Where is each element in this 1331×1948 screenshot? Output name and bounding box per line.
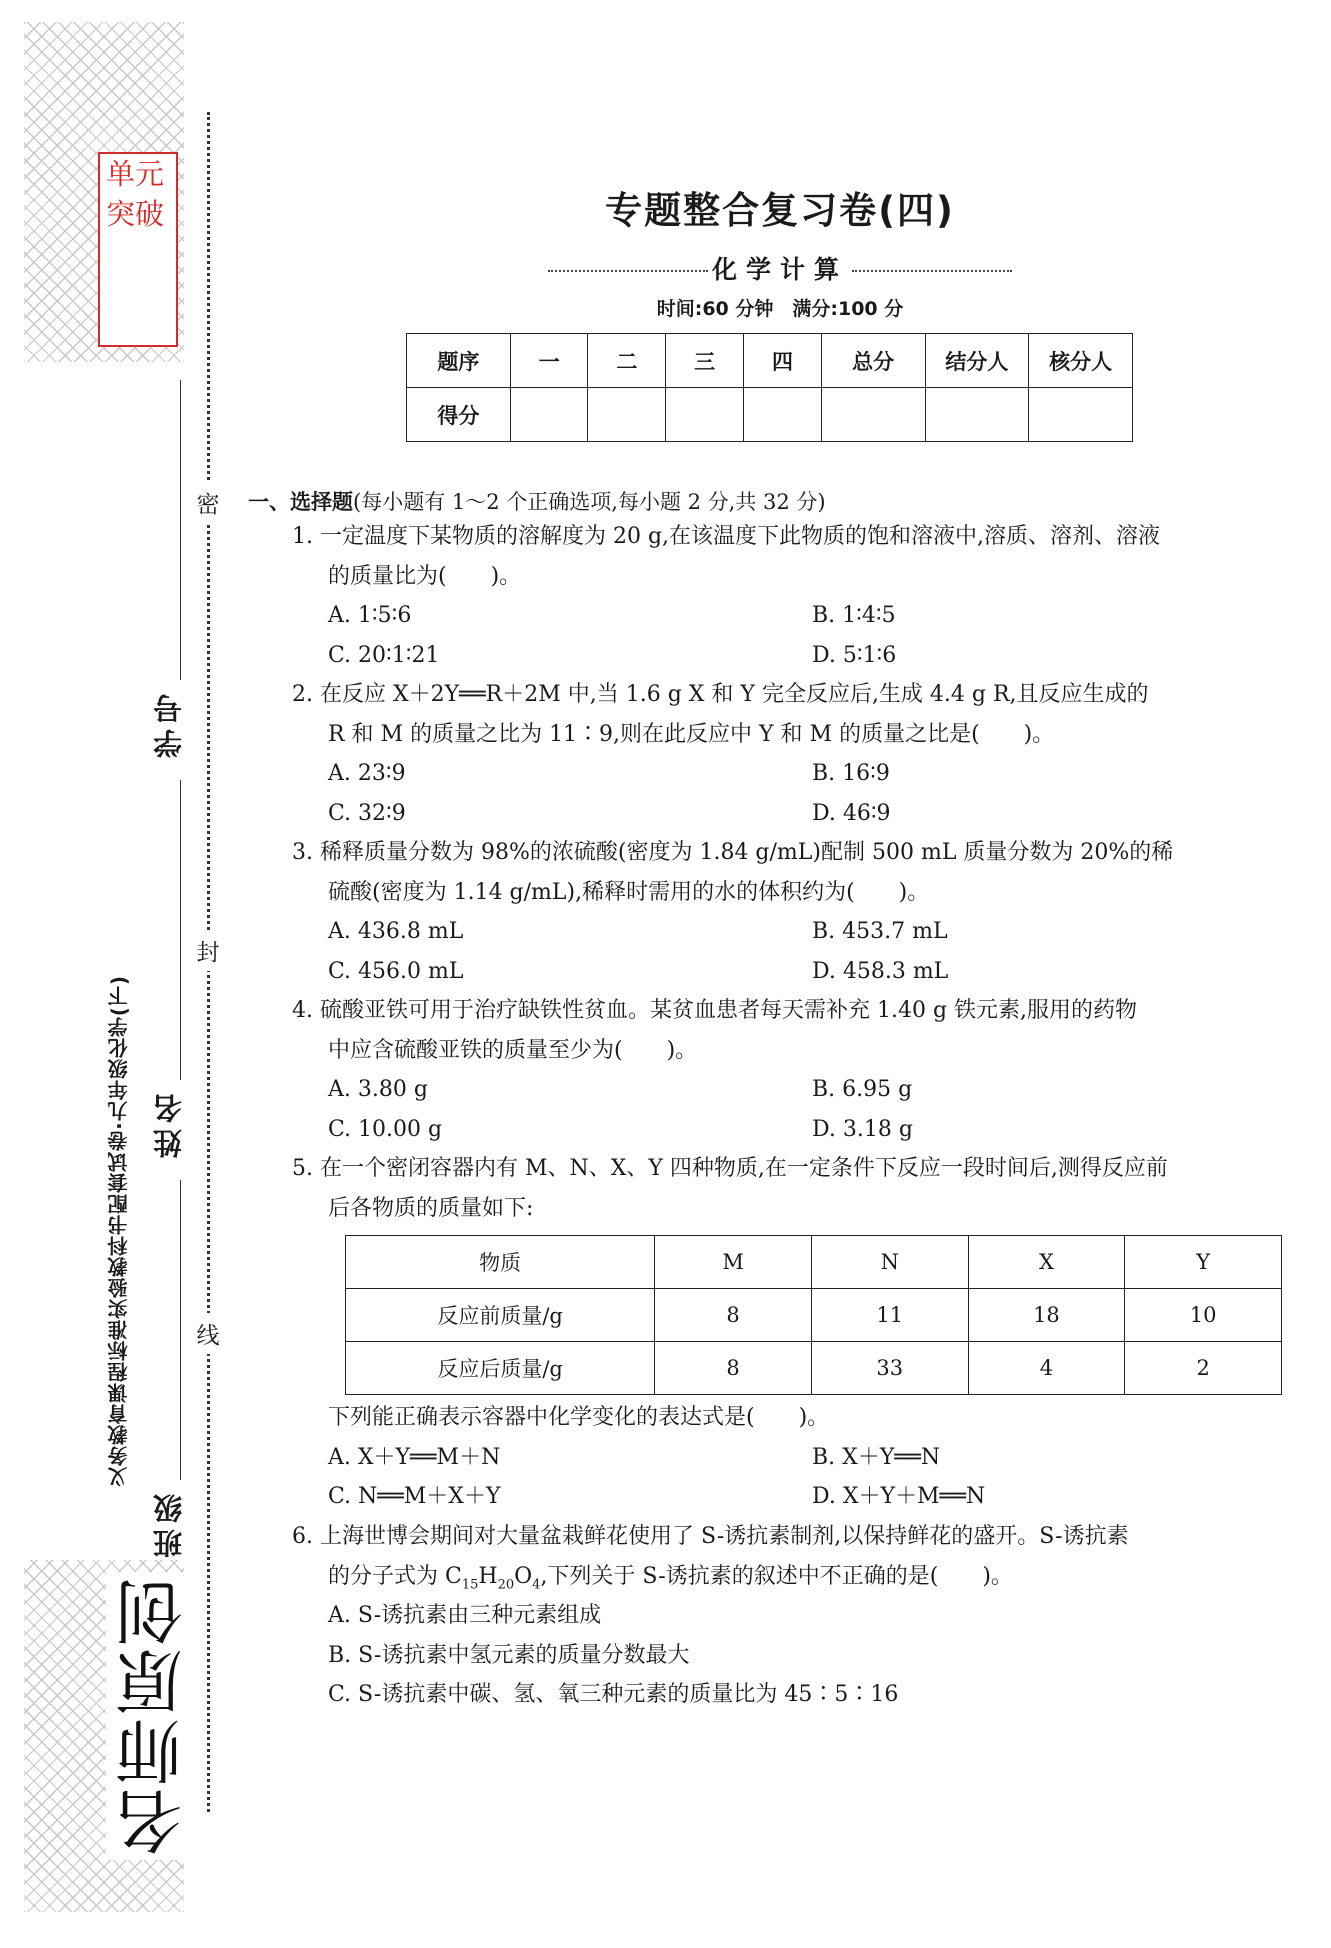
q6-option-a[interactable]: A. S-诱抗素由三种元素组成 [328,1603,602,1628]
q4-option-b[interactable]: B. 6.95 g [812,1077,913,1102]
q6-stem-line1: 6. 上海世博会期间对大量盆栽鲜花使用了 S-诱抗素制剂,以保持鲜花的盛开。S-诱抗素 [292,1524,1129,1549]
score-header-cell: 题序 [407,334,511,388]
score-input-cell[interactable] [821,388,925,442]
student-id-label: 学号 [152,688,186,758]
table-row [346,1289,1282,1342]
table-cell: 8 [655,1289,812,1342]
time-info: 时间:60 分钟 满分:100 分 [656,298,904,320]
q5-stem-line2: 后各物质的质量如下: [328,1196,534,1221]
subtitle-text: 化学计算 [711,255,848,284]
score-table-row [407,334,1133,388]
q3-option-b[interactable]: B. 453.7 mL [812,919,948,944]
table-cell: 2 [1125,1342,1282,1395]
q2-stem-line2: R 和 M 的质量之比为 11∶9,则在此反应中 Y 和 M 的质量之比是( )。 [328,722,1055,747]
score-input-cell[interactable] [510,388,588,442]
q6-option-b[interactable]: B. S-诱抗素中氢元素的质量分数最大 [328,1643,690,1668]
q6-formula-post: ,下列关于 S-诱抗素的叙述中不正确的是( )。 [540,1564,1013,1589]
score-header-cell: 结分人 [925,334,1029,388]
score-input-cell[interactable] [588,388,666,442]
score-header-cell: 一 [510,334,588,388]
student-id-line[interactable] [180,380,181,680]
table-header-cell: X [968,1236,1125,1289]
score-header-cell: 总分 [821,334,925,388]
subtitle [530,250,1030,286]
q2-stem-line1: 2. 在反应 X＋2Y══R＋2M 中,当 1.6 g X 和 Y 完全反应后,生成 4.4 g R,且反应生成的 [292,682,1149,707]
brand-text: 名师原创 [106,1572,203,1860]
section-note: (每小题有 1～2 个正确选项,每小题 2 分,共 32 分) [353,490,826,514]
score-header-cell: 二 [588,334,666,388]
score-input-cell[interactable] [666,388,744,442]
q2-option-b[interactable]: B. 16∶9 [812,761,890,786]
q5-option-b[interactable]: B. X＋Y══N [812,1445,941,1470]
series-title: 义务教育课程标准实验教科书配套试卷·九年级化学(下) [107,975,131,1487]
score-label-cell: 得分 [407,388,511,442]
table-cell: 11 [811,1289,968,1342]
score-input-cell[interactable] [744,388,822,442]
q5-stem-line1: 5. 在一个密闭容器内有 M、N、X、Y 四种物质,在一定条件下反应一段时间后,测得反应前 [292,1156,1168,1181]
q6-sub-o: 4 [532,1577,541,1593]
q6-option-c[interactable]: C. S-诱抗素中碳、氢、氧三种元素的质量比为 45∶5∶16 [328,1682,899,1707]
table-cell: 33 [811,1342,968,1395]
table-row [346,1236,1282,1289]
q2-option-a[interactable]: A. 23∶9 [328,761,406,786]
q4-option-c[interactable]: C. 10.00 g [328,1117,443,1142]
subtitle-dots-left [548,270,708,272]
q5-stem-line3: 下列能正确表示容器中化学变化的表达式是( )。 [328,1405,830,1430]
q5-option-d[interactable]: D. X＋Y＋M══N [812,1484,986,1509]
q1-stem-line2: 的质量比为( )。 [328,564,522,589]
unit-stamp: 单元突破 [98,152,178,347]
q6-sub-h: 20 [497,1577,515,1593]
score-header-cell: 三 [666,334,744,388]
score-table [406,333,1133,442]
seal-char-mi: 密 [194,482,222,523]
section-title: 一、选择题 [248,490,353,514]
score-input-cell[interactable] [1029,388,1133,442]
q1-option-d[interactable]: D. 5∶1∶6 [812,643,897,668]
subtitle-dots-right [852,270,1012,272]
class-label: 班级 [152,1488,186,1558]
score-header-cell: 四 [744,334,822,388]
q6-stem-line2 [328,1562,1013,1600]
table-header-cell: 物质 [346,1236,655,1289]
seal-char-feng: 封 [194,930,222,971]
q6-formula-pre: 的分子式为 C [328,1564,462,1589]
table-cell: 4 [968,1342,1125,1395]
score-table-row [407,388,1133,442]
table-cell: 反应前质量/g [346,1289,655,1342]
mass-table [345,1235,1282,1395]
q6-sub-c: 15 [461,1577,479,1593]
q6-formula-o: O [514,1564,533,1589]
table-header-cell: N [811,1236,968,1289]
q2-option-c[interactable]: C. 32∶9 [328,801,406,826]
class-line[interactable] [180,1180,181,1480]
q1-option-c[interactable]: C. 20∶1∶21 [328,643,440,668]
name-line[interactable] [180,780,181,1080]
score-input-cell[interactable] [925,388,1029,442]
q3-option-a[interactable]: A. 436.8 mL [328,919,464,944]
q2-option-d[interactable]: D. 46∶9 [812,801,891,826]
q1-option-a[interactable]: A. 1∶5∶6 [328,603,412,628]
table-header-cell: Y [1125,1236,1282,1289]
table-cell: 18 [968,1289,1125,1342]
score-header-cell: 核分人 [1029,334,1133,388]
q5-option-c[interactable]: C. N══M＋X＋Y [328,1484,501,1509]
table-cell: 10 [1125,1289,1282,1342]
q4-option-a[interactable]: A. 3.80 g [328,1077,428,1102]
table-cell: 反应后质量/g [346,1342,655,1395]
page-title: 专题整合复习卷(四) [605,189,955,232]
q1-stem-line1: 1. 一定温度下某物质的溶解度为 20 g,在该温度下此物质的饱和溶液中,溶质、溶剂、溶液 [292,524,1161,549]
q5-option-a[interactable]: A. X＋Y══M＋N [328,1445,501,1470]
q4-stem-line2: 中应含硫酸亚铁的质量至少为( )。 [328,1038,698,1063]
q4-stem-line1: 4. 硫酸亚铁可用于治疗缺铁性贫血。某贫血患者每天需补充 1.40 g 铁元素,服用的药物 [292,998,1138,1023]
q3-option-c[interactable]: C. 456.0 mL [328,959,464,984]
q6-formula-h: H [478,1564,498,1589]
q3-stem-line2: 硫酸(密度为 1.14 g/mL),稀释时需用的水的体积约为( )。 [328,880,930,905]
q4-option-d[interactable]: D. 3.18 g [812,1117,913,1142]
name-label: 姓名 [152,1088,186,1158]
section-heading [248,486,826,516]
q1-option-b[interactable]: B. 1∶4∶5 [812,603,896,628]
q3-stem-line1: 3. 稀释质量分数为 98%的浓硫酸(密度为 1.84 g/mL)配制 500 mL 质量分数为 20%的稀 [292,840,1174,865]
table-cell: 8 [655,1342,812,1395]
seal-char-xian: 线 [194,1313,222,1354]
table-header-cell: M [655,1236,812,1289]
q3-option-d[interactable]: D. 458.3 mL [812,959,949,984]
table-row [346,1342,1282,1395]
